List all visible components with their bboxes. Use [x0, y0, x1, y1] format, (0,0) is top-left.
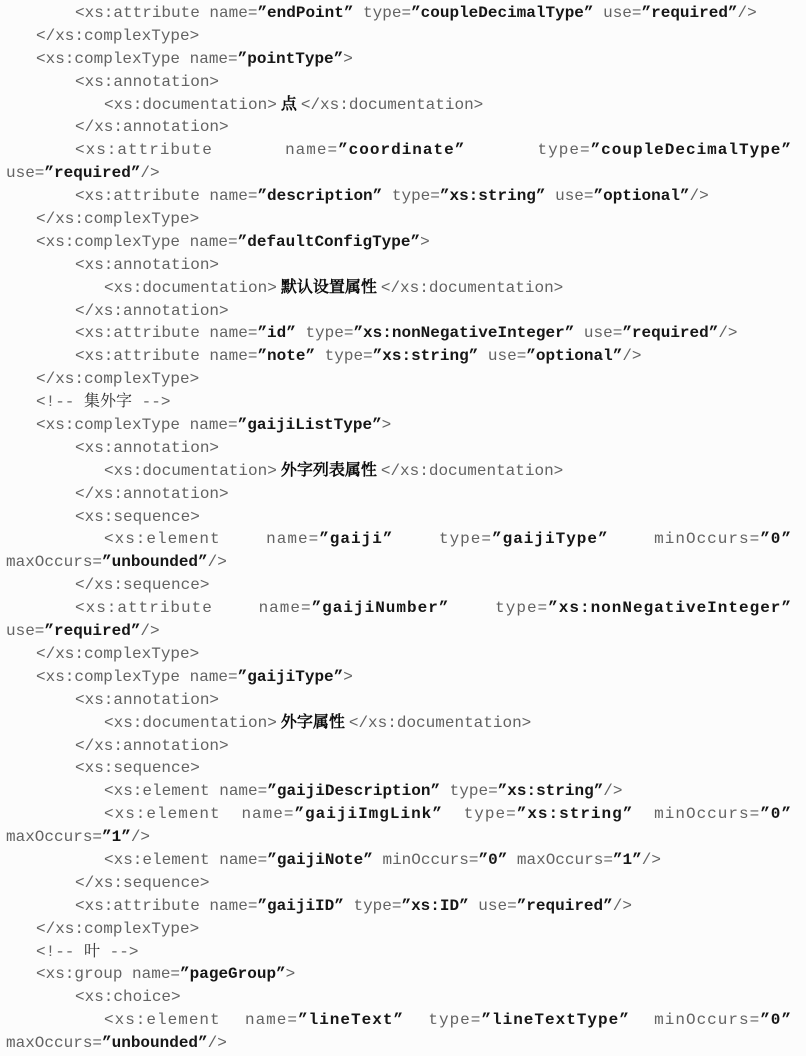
code-line-35	[0, 780, 806, 803]
code-text: </xs:complexType>	[36, 210, 200, 229]
code-text: <xs:element name=	[104, 805, 295, 824]
code-line-37	[0, 826, 806, 849]
attribute-value-text: ”xs:string”	[497, 782, 604, 801]
code-text: <xs:documentation>	[104, 95, 277, 114]
documentation-cjk-text: 外字列表属性	[276, 461, 381, 479]
code-text: <xs:element name=	[104, 1011, 298, 1030]
attribute-value-text: ”gaijiType”	[491, 530, 609, 549]
attribute-value-text: ”required”	[622, 324, 719, 343]
code-line-9	[0, 185, 806, 208]
code-text: <xs:complexType name=	[36, 49, 238, 68]
code-text: </xs:sequence>	[75, 873, 210, 892]
code-text: <xs:sequence>	[75, 507, 200, 526]
code-text: />	[612, 896, 632, 915]
code-text: type=	[449, 599, 549, 618]
code-line-6	[0, 116, 806, 139]
code-line-30	[0, 666, 806, 689]
code-text: type=	[315, 347, 373, 366]
code-text: <xs:documentation>	[104, 461, 277, 480]
code-text: type=	[404, 1011, 482, 1030]
documentation-cjk-text: 默认设置属性	[276, 278, 381, 296]
code-text: <xs:complexType name=	[36, 232, 238, 251]
code-text: </xs:documentation>	[380, 278, 564, 297]
attribute-value-text: ”0”	[760, 530, 792, 549]
attribute-value-text: ”gaijiDescription”	[267, 782, 441, 801]
code-text: >	[343, 667, 353, 686]
attribute-value-text: ”gaijiListType”	[237, 416, 382, 435]
code-text: <xs:attribute name=	[75, 324, 258, 343]
code-text: <xs:attribute name=	[75, 347, 258, 366]
documentation-cjk-text: 外字属性	[276, 713, 349, 731]
code-line-24	[0, 528, 806, 551]
code-text: >	[420, 232, 430, 251]
code-line-4	[0, 71, 806, 94]
comment-cjk-text: 集外字	[84, 393, 133, 411]
attribute-value-text: ”note”	[257, 347, 316, 366]
attribute-value-text: ”required”	[44, 622, 141, 641]
code-line-1	[0, 2, 806, 25]
code-line-8	[0, 162, 806, 185]
code-text: <xs:attribute name=	[75, 187, 258, 206]
code-line-45	[0, 1009, 806, 1032]
code-text: />	[140, 164, 160, 183]
code-text: use=	[468, 896, 517, 915]
code-text: </xs:complexType>	[36, 919, 200, 938]
code-line-15	[0, 322, 806, 345]
attribute-value-text: ”optional”	[593, 187, 690, 206]
code-text: minOccurs=	[608, 530, 761, 549]
code-line-44	[0, 986, 806, 1009]
attribute-value-text: ”lineText”	[298, 1011, 405, 1030]
code-text: </xs:complexType>	[36, 370, 200, 389]
attribute-value-text: ”xs:string”	[516, 805, 634, 824]
attribute-value-text: ”required”	[516, 896, 613, 915]
code-text: minOccurs=	[629, 1011, 761, 1030]
attribute-value-text: ”xs:string”	[372, 347, 479, 366]
code-text: use=	[593, 4, 642, 22]
code-line-12	[0, 254, 806, 277]
code-line-20	[0, 437, 806, 460]
code-listing	[0, 2, 806, 1055]
code-text: -->	[132, 393, 171, 412]
attribute-value-text: ”unbounded”	[102, 1034, 208, 1053]
code-text: type=	[442, 805, 517, 824]
attribute-value-text: ”id”	[257, 324, 296, 343]
code-line-3	[0, 48, 806, 71]
attribute-value-text: ”1”	[102, 828, 131, 847]
code-text: <!--	[36, 942, 85, 961]
attribute-value-text: ”gaiji”	[319, 530, 394, 549]
documentation-cjk-text: 点	[276, 95, 301, 113]
attribute-value-text: ”0”	[760, 805, 792, 824]
code-text: use=	[545, 187, 594, 206]
code-line-13	[0, 277, 806, 300]
code-text: >	[285, 965, 296, 984]
code-text: />	[689, 187, 709, 206]
code-text: <xs:attribute name=	[75, 896, 258, 915]
code-text: minOccurs=	[633, 805, 761, 824]
code-text: maxOccurs=	[6, 828, 103, 847]
code-text: />	[603, 782, 623, 801]
code-text: />	[140, 622, 160, 641]
code-line-16	[0, 345, 806, 368]
code-line-2	[0, 25, 806, 48]
attribute-value-text: ”gaijiID”	[257, 896, 344, 915]
code-text: maxOccurs=	[6, 553, 103, 572]
attribute-value-text: ”1”	[612, 850, 642, 869]
code-text: use=	[6, 164, 45, 183]
code-line-14	[0, 300, 806, 323]
code-text: type=	[465, 141, 591, 160]
code-text: </xs:documentation>	[300, 95, 484, 114]
attribute-value-text: ”0”	[478, 850, 508, 869]
attribute-value-text: ”gaijiType”	[237, 667, 344, 686]
attribute-value-text: ”lineTextType”	[481, 1011, 630, 1030]
code-line-7	[0, 139, 806, 162]
code-text: </xs:annotation>	[75, 301, 229, 320]
attribute-value-text: ”xs:nonNegativeInteger”	[353, 324, 575, 343]
code-text: use=	[6, 622, 45, 641]
code-text: />	[641, 850, 661, 869]
code-line-19	[0, 414, 806, 437]
code-text: use=	[478, 347, 527, 366]
code-text: <!--	[36, 393, 85, 412]
code-text: >	[381, 416, 392, 435]
code-line-46	[0, 1032, 806, 1055]
code-text: />	[207, 553, 227, 572]
attribute-value-text: ”gaijiNumber”	[311, 599, 450, 618]
code-text: />	[622, 347, 642, 366]
code-line-28	[0, 620, 806, 643]
code-line-36	[0, 803, 806, 826]
code-line-42	[0, 941, 806, 964]
code-text: type=	[343, 896, 402, 915]
code-text: -->	[100, 942, 139, 961]
code-line-41	[0, 918, 806, 941]
code-line-29	[0, 643, 806, 666]
code-text: maxOccurs=	[507, 850, 613, 869]
code-line-34	[0, 757, 806, 780]
comment-cjk-text: 叶	[84, 942, 101, 960]
code-line-10	[0, 208, 806, 231]
code-line-11	[0, 231, 806, 254]
code-text: </xs:documentation>	[348, 713, 532, 732]
code-text: <xs:annotation>	[75, 690, 220, 709]
code-text: <xs:complexType name=	[36, 416, 238, 435]
attribute-value-text: ”0”	[760, 1011, 793, 1030]
attribute-value-text: ”endPoint”	[257, 4, 354, 22]
code-text: <xs:annotation>	[75, 72, 220, 91]
code-text: <xs:element name=	[104, 850, 268, 869]
attribute-value-text: ”defaultConfigType”	[237, 232, 421, 251]
code-line-18	[0, 391, 806, 414]
code-text: />	[207, 1034, 227, 1053]
attribute-value-text: ”description”	[257, 187, 383, 206]
code-text: minOccurs=	[372, 850, 479, 869]
code-text: type=	[295, 324, 354, 343]
code-text: <xs:attribute name=	[75, 599, 312, 618]
code-line-21	[0, 460, 806, 483]
attribute-value-text: ”required”	[44, 164, 141, 183]
attribute-value-text: ”required”	[641, 4, 738, 22]
code-line-43	[0, 963, 806, 986]
code-line-38	[0, 849, 806, 872]
code-text: />	[130, 828, 151, 847]
code-line-25	[0, 551, 806, 574]
code-text: />	[737, 4, 757, 22]
attribute-value-text: ”coupleDecimalType”	[590, 141, 792, 160]
code-line-40	[0, 895, 806, 918]
attribute-value-text: ”gaijiImgLink”	[294, 805, 443, 824]
code-line-27	[0, 597, 806, 620]
code-text: <xs:element name=	[104, 782, 268, 801]
code-line-32	[0, 712, 806, 735]
code-text: </xs:complexType>	[36, 26, 200, 45]
code-line-22	[0, 483, 806, 506]
code-text: <xs:documentation>	[104, 713, 277, 732]
attribute-value-text: ”pointType”	[237, 49, 344, 68]
code-line-26	[0, 574, 806, 597]
code-text: maxOccurs=	[6, 1034, 103, 1053]
code-text: />	[718, 324, 738, 343]
attribute-value-text: ”xs:string”	[439, 187, 546, 206]
code-text: >	[343, 49, 353, 68]
code-line-39	[0, 872, 806, 895]
code-text: <xs:group name=	[36, 965, 181, 984]
code-line-33	[0, 735, 806, 758]
code-line-23	[0, 506, 806, 529]
attribute-value-text: ”xs:ID”	[401, 896, 469, 915]
code-text: <xs:sequence>	[75, 759, 200, 778]
code-text: type=	[440, 782, 498, 801]
code-text: </xs:annotation>	[75, 736, 229, 755]
code-text: <xs:attribute name=	[75, 141, 339, 160]
code-text: <xs:attribute name=	[75, 4, 258, 22]
code-text: type=	[353, 4, 412, 22]
code-text: <xs:element name=	[104, 530, 320, 549]
code-text: </xs:documentation>	[380, 461, 564, 480]
code-text: <xs:annotation>	[75, 438, 220, 457]
code-text: type=	[382, 187, 440, 206]
attribute-value-text: ”gaijiNote”	[267, 850, 373, 869]
attribute-value-text: ”optional”	[526, 347, 623, 366]
code-text: </xs:annotation>	[75, 118, 229, 137]
code-text: </xs:complexType>	[36, 644, 200, 663]
attribute-value-text: ”coordinate”	[338, 141, 466, 160]
code-text: </xs:annotation>	[75, 484, 229, 503]
attribute-value-text: ”coupleDecimalType”	[411, 4, 594, 22]
code-text: <xs:documentation>	[104, 278, 277, 297]
code-text: type=	[393, 530, 492, 549]
code-line-31	[0, 689, 806, 712]
code-text: </xs:sequence>	[75, 576, 210, 595]
code-text: <xs:annotation>	[75, 255, 220, 274]
code-text: use=	[574, 324, 623, 343]
code-line-5	[0, 94, 806, 117]
attribute-value-text: ”xs:nonNegativeInteger”	[548, 599, 792, 618]
code-text: <xs:choice>	[75, 988, 181, 1007]
attribute-value-text: ”pageGroup”	[180, 965, 286, 984]
code-text: <xs:complexType name=	[36, 667, 238, 686]
code-line-17	[0, 368, 806, 391]
attribute-value-text: ”unbounded”	[102, 553, 208, 572]
